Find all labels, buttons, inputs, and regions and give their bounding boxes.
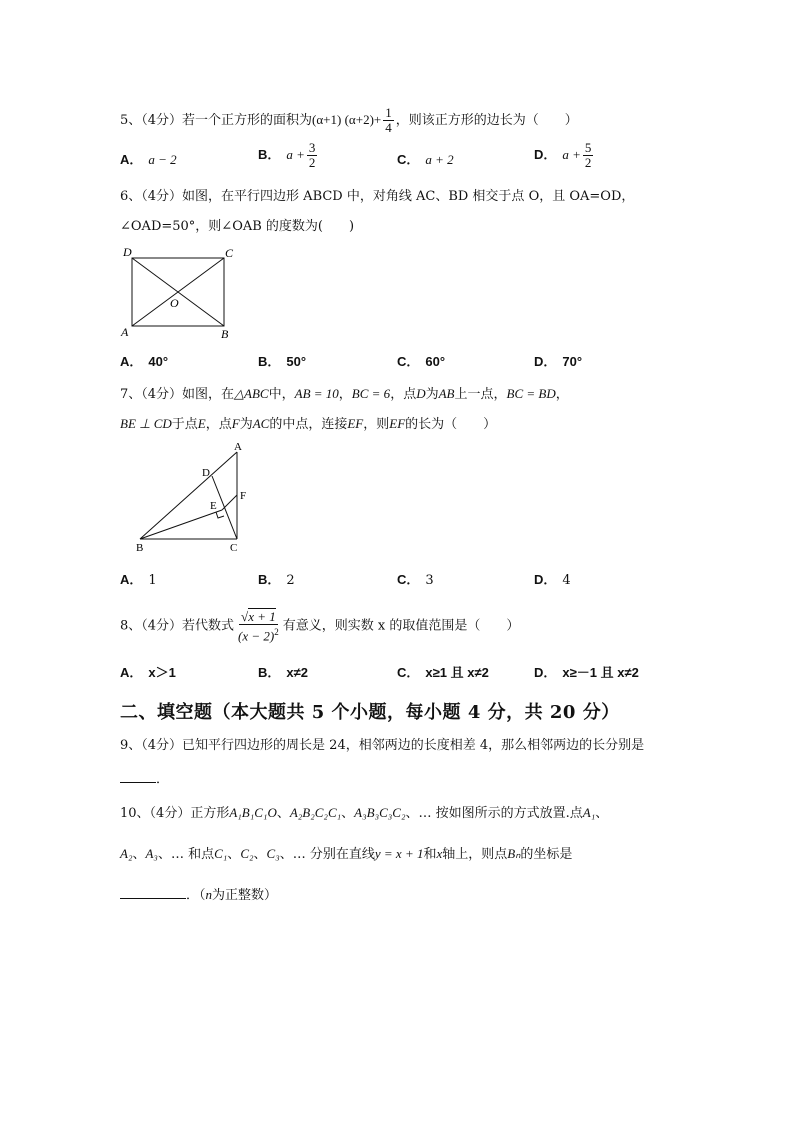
option-letter: C． (397, 665, 420, 680)
q8-frac-den (236, 625, 281, 643)
q6-label-c: C (225, 246, 234, 260)
q7-text: ，则 (363, 417, 390, 432)
q8-suffix: 有意义，则实数 x 的取值范围是（ ） (282, 618, 520, 634)
q8-den-base: (x − 2) (238, 628, 275, 644)
q8-option-d[interactable] (534, 664, 645, 683)
q7-text: 于点 (171, 417, 198, 432)
option-letter: A． (120, 665, 143, 680)
q10-math: n (205, 887, 213, 902)
q10-stem-line1 (120, 804, 608, 823)
option-text: 50° (286, 354, 307, 369)
q10-math: A₃B₃C₃C₂ (354, 805, 406, 820)
q10-math: C₃ (266, 846, 280, 861)
q5-expression: (α+1) (α+2)+ (312, 112, 382, 127)
section-2-title: 二、填空题（本大题共 5 个小题，每小题 4 分，共 20 分） (120, 702, 620, 723)
option-text: 3 (425, 573, 434, 588)
q7-text: 的中点，连接 (269, 417, 348, 432)
q6-label-a: A (121, 325, 129, 339)
q7-right-angle-mark (216, 512, 224, 518)
option-letter: B． (258, 354, 281, 369)
frac-num: 5 (584, 140, 592, 155)
q10-text: 、 (253, 847, 267, 862)
q10-text: 、 (595, 806, 609, 821)
option-text: 60° (425, 354, 446, 369)
q7-label-d: D (202, 467, 210, 479)
q7-triangle-figure (130, 440, 260, 556)
q6-option-d[interactable] (534, 353, 588, 372)
q10-text: 、… 分别在直线 (279, 847, 375, 862)
q7-math: EF (389, 416, 406, 431)
q6-stem-line2: ∠OAD=50°，则∠OAB 的度数为( ) (120, 219, 355, 234)
q7-option-a[interactable] (120, 571, 157, 590)
q8-option-a[interactable] (120, 664, 182, 683)
q5-suffix: ，则该正方形的边长为（ ） (395, 113, 578, 128)
q7-text: 为 (425, 387, 439, 402)
q8-radicand: x + 1 (248, 609, 276, 624)
option-text: 40° (148, 354, 169, 369)
q7-label-b: B (136, 542, 144, 554)
option-text: a + (286, 147, 305, 162)
option-letter: C． (397, 152, 420, 167)
q7-option-c[interactable] (397, 571, 434, 590)
option-letter: C． (397, 572, 420, 587)
option-text: x≥－1 且 x≠2 (562, 665, 639, 680)
q10-text: 10、（4分）正方形 (120, 806, 230, 821)
option-letter: B． (258, 147, 281, 162)
frac-num: 3 (308, 140, 316, 155)
q10-text: 的坐标是 (520, 847, 573, 862)
q7-text: ，点 (205, 417, 232, 432)
q10-stem-line2 (120, 845, 572, 864)
q7-text: ， (555, 387, 569, 402)
option-text: a + (562, 147, 581, 162)
q10-math: C₁ (214, 846, 228, 861)
q10-math: A₁ (582, 805, 596, 820)
q6-label-d: D (123, 245, 132, 259)
q7-math: AC (252, 416, 270, 431)
q7-math: E (197, 416, 206, 431)
q6-option-a[interactable] (120, 353, 174, 372)
q7-label-e: E (210, 500, 217, 512)
option-text: x＞1 (148, 665, 176, 680)
q7-label-c: C (230, 542, 238, 554)
q10-math: x (436, 846, 443, 861)
q6-option-b[interactable] (258, 353, 312, 372)
q10-text: 、 (227, 847, 241, 862)
q7-math: F (231, 416, 240, 431)
option-letter: C． (397, 354, 420, 369)
option-letter: D． (534, 354, 557, 369)
q5-option-a[interactable] (120, 151, 177, 170)
q7-math: BC = BD (506, 386, 556, 401)
q7-math: AB (438, 386, 455, 401)
option-text: 4 (562, 573, 571, 588)
q8-prefix: 8、（4分）若代数式 (120, 618, 235, 634)
q10-math: A₂B₂C₂C₁ (289, 805, 342, 820)
q9-answer-blank[interactable] (120, 768, 156, 783)
option-letter: D． (534, 665, 557, 680)
option-text: x≥1 且 x≠2 (425, 665, 489, 680)
q8-option-b[interactable] (258, 664, 314, 683)
q7-math: AB = 10 (294, 386, 339, 401)
q8-fraction (236, 610, 281, 643)
q5-fraction (383, 106, 394, 135)
option-letter: D． (534, 147, 557, 162)
q8-frac-num (239, 610, 278, 625)
q10-text: 、… 按如图所示的方式放置.点 (405, 806, 583, 821)
q8-stem (120, 610, 519, 643)
q7-text: 的长为（ ） (405, 417, 497, 432)
q10-text: 为正整数） (212, 888, 278, 903)
q9-stem-line1: 9、（4分）已知平行四边形的周长是 24，相邻两边的长度相差 4，那么相邻两边的长分别是 (120, 738, 645, 753)
option-text: 1 (148, 573, 157, 588)
frac-den: 2 (584, 155, 592, 170)
q10-text: 和 (423, 847, 437, 862)
q7-text: 为 (239, 417, 253, 432)
q7-option-b[interactable] (258, 571, 295, 590)
option-text: a + 2 (425, 152, 454, 167)
q6-label-o: O (170, 296, 179, 310)
q5-option-d-fraction (583, 141, 594, 170)
q7-seg-ab (140, 452, 237, 539)
option-letter: A． (120, 572, 143, 587)
q7-math: EF (347, 416, 364, 431)
q10-answer-blank[interactable] (120, 884, 186, 899)
q10-text: ．（ (186, 888, 206, 903)
q8-option-c[interactable] (397, 664, 495, 683)
q7-seg-ef (222, 495, 237, 510)
q7-stem-line2 (120, 415, 496, 434)
q7-seg-be (140, 510, 222, 539)
q10-text: 轴上，则点 (442, 847, 508, 862)
q10-math: A₃ (145, 846, 158, 861)
q7-text: ，点 (390, 387, 417, 402)
q10-text: 、 (132, 847, 146, 862)
q10-answer-line (120, 884, 277, 905)
frac-den: 2 (308, 155, 316, 170)
q5-option-b[interactable] (258, 141, 319, 170)
sqrt-sign: √ (241, 609, 249, 624)
q6-option-c[interactable] (397, 353, 451, 372)
option-text: x≠2 (286, 665, 308, 680)
q5-option-b-fraction (307, 141, 318, 170)
q10-math: A₁B₁C₁O (229, 805, 277, 820)
option-text: 70° (562, 354, 583, 369)
q10-text: 、 (276, 806, 290, 821)
option-letter: B． (258, 572, 281, 587)
q5-prefix: 5、（4分）若一个正方形的面积为 (120, 113, 313, 128)
q7-stem-line1 (120, 385, 569, 404)
q7-math: D (416, 386, 426, 401)
q7-label-f: F (240, 490, 247, 502)
q8-den-exp: 2 (274, 627, 279, 637)
q10-math: C₂ (240, 846, 254, 861)
q7-option-d[interactable] (534, 571, 571, 590)
q7-text: 中， (268, 387, 295, 402)
option-letter: A． (120, 152, 143, 167)
q7-text: 7、（4分）如图，在 (120, 387, 235, 402)
q7-text: 上一点， (454, 387, 507, 402)
q10-text: 、… 和点 (157, 847, 215, 862)
q6-label-b: B (221, 327, 229, 341)
option-letter: B． (258, 665, 281, 680)
q5-option-c[interactable] (397, 151, 454, 170)
q6-parallelogram-figure (118, 243, 240, 341)
option-letter: D． (534, 572, 557, 587)
q9-answer-line (120, 768, 169, 789)
option-text: 2 (286, 573, 295, 588)
q5-frac-den: 4 (385, 120, 392, 135)
q10-math: y = x + 1 (374, 846, 424, 861)
q7-text: ， (338, 387, 352, 402)
q7-math: BC = 6 (351, 386, 391, 401)
q7-math: △ABC (234, 386, 269, 401)
option-letter: A． (120, 354, 143, 369)
q10-math: Bₙ (507, 846, 521, 861)
q10-math: A₂ (120, 846, 133, 861)
q5-frac-num: 1 (385, 105, 392, 120)
q5-option-d[interactable] (534, 141, 595, 170)
q5-stem (120, 106, 578, 135)
q9-end: ． (156, 772, 170, 787)
q6-stem-line1: 6、（4分）如图，在平行四边形 ABCD 中，对角线 AC、BD 相交于点 O，且 OA=OD， (120, 189, 635, 204)
q10-text: 、 (341, 806, 355, 821)
q7-label-a: A (234, 441, 242, 453)
q7-math: BE ⊥ CD (120, 416, 172, 431)
option-text: a − 2 (148, 152, 177, 167)
